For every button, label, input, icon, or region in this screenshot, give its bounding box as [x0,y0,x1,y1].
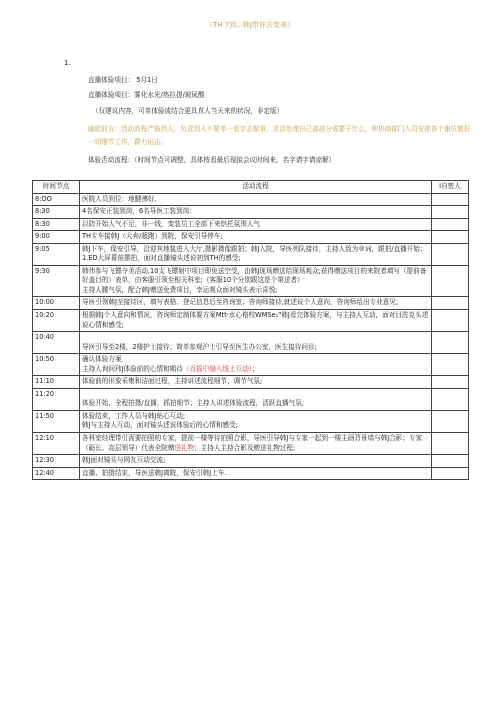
info-flow-title: 体验舌动流程：（时间节点可调整，具体按看最后现拟会议时间来，名字请字请谅解） [88,156,336,164]
flow-line: 韩J面对镜头与网友互动交流; [82,456,166,465]
row-time: 12:30 [33,455,80,468]
row-owner [432,388,469,410]
flow-line: 根据韩J个人意向和情况，咨询师定制体要方案Mtt·水心格校WMSe₁"韩J看完体验方案，与主持人互动，面对目洗克头述说心情和感受; [82,311,429,329]
table-row [33,455,469,468]
row-time: 10:00 [33,297,80,310]
row-time: 8:30 [33,206,80,219]
row-time: 9:05 [33,243,80,265]
row-flow [80,410,432,432]
row-owner [432,376,469,389]
flow-line: 体验前的形象采集和洁面过程，主持讲述流程细节，调节气氛; [82,377,263,386]
header-owner: I自密人 [432,181,469,194]
table-row [33,388,469,410]
row-owner [432,467,469,480]
table-body [33,193,469,480]
row-time: 11:10 [33,376,80,389]
flow-line: 韩J与主持人互动，面对镜头述说体验后的心情和感受; [82,421,238,430]
schedule-table-wrap [32,180,468,480]
row-owner [432,297,469,310]
flow-line: 直播、拍摄结束，导医送韩J离院，保安引韩J上车. [82,468,227,477]
row-flow [80,218,432,231]
table-row [33,332,469,354]
flow-line: 以防开始人气不足，非一线，变装员工全部下来烘托氛围人气 [82,219,261,228]
row-flow [80,376,432,389]
row-time: 10:20 [33,310,80,332]
info-date: 直播体验项目： 5月1日 [88,76,158,84]
flow-line: 4名保安正装到岗，6名导医工装到岗： [82,207,196,216]
info-block [88,76,471,170]
row-flow [80,354,432,376]
flow-line: 导医引领韩J至接待区，填写表格、登记信息后至咨询室；咨询师接待,就述说个人意向，咨询师给出专业意见; [82,298,399,307]
flow-line: 导医引导至2楼，2楼护士接待；简单参观沪士引导至医生办公室，医生接待问诊; [82,342,317,351]
flow-line: 体验开始，全程拍摄/直播，抓拍细节；主持人讲述体验流程，活跃直播气氛; [82,399,305,408]
flow-line: 韩伟参与飞镖夺美活动,10支飞镖射中项目即免送空受，由韩J现场赠送给现场观众;获得赠送项目的来院者填写（提前备好盖目的）表单，由客服引领至相关科室;（客服10个分别跟这是个第送者） [82,266,427,285]
row-time: 10:40 [33,332,80,354]
row-flow [80,231,432,244]
flow-line: 确认体验方案 [82,355,122,364]
row-owner [432,243,469,265]
table-row [33,231,469,244]
row-time: 8:OO [33,193,80,206]
header-time: 时间节点 [33,181,80,194]
section-number: 1. [64,59,71,67]
row-flow [80,467,432,480]
row-owner [432,218,469,231]
flow-line: 1.ED大屏幕前摆拍，面对直播镜头述说初到TH的感受; [82,254,241,263]
row-owner [432,410,469,432]
row-flow [80,433,432,455]
table-row [33,265,469,297]
table-row [33,310,469,332]
row-flow [80,193,432,206]
table-row [33,297,469,310]
row-flow [80,206,432,219]
flow-line: 体验结束，工作人员与韩J贴心互动; [82,411,186,420]
row-time: 10:50 [33,354,80,376]
row-owner [432,193,469,206]
flow-line [82,333,429,343]
table-row [33,433,469,455]
row-time: 9:00 [33,231,80,244]
row-owner [432,310,469,332]
info-preface: 幽欧前言：活动流程严格到人，负责到人不要单一看字去做事，灵活处理自己部部分需要干什么，和协商部门人员安排各个谢位做好一切细节工作，群力出击。 [88,125,471,146]
flow-line [82,390,429,400]
row-flow [80,265,432,297]
table-row [33,243,469,265]
flow-line: 主持人询问玮J体验前的心情和期待（百摇中融入线上互动）； [82,364,259,373]
header-flow: 活动流程 [80,181,432,194]
info-items: 直播体验项目：雾化水光/热拉提/玻尿酸 [88,91,205,99]
flow-line: 医院人员到位：地腱彿好. [82,194,157,203]
table-row [33,354,469,376]
row-owner [432,455,469,468]
row-time: 9:30 [33,265,80,297]
flow-line: 各科室经理带引需要拍照的专家，提前一楼等待拍照合影，导医引导韩J与专家一起到一楼主画背景墙与韩J合影；专家（砺长、高层领导）代表全院赠送礼物；主持人主持合影及赠送礼物过程; [82,434,423,452]
document-title: （TH 7到...韩J带你去变美》 [206,21,294,29]
row-flow [80,243,432,265]
table-row [33,467,469,480]
row-owner [432,354,469,376]
row-time: 12:10 [33,433,80,455]
table-row [33,206,469,219]
table-row [33,218,469,231]
row-time: 12:40 [33,467,80,480]
info-note: （仅建议内容，可单体验或结合更具真人当天来的状况，非定版） [92,107,284,115]
row-owner [432,206,469,219]
flow-line: 主持人腰气氛，配合韩J赠送免费项目，幸运观众面对镜头表示喜悦; [82,285,278,294]
row-flow [80,455,432,468]
row-time: 11:20 [33,388,80,410]
flow-line: 韩J下车，保安引导，沿迎宾地毯进入大厅,摄影摄像跟拍；韩J入院，导医列队接待，主持人致为®词，跟拍/直播开始； [82,244,427,253]
row-owner [432,231,469,244]
row-owner [432,433,469,455]
row-time: 11:50 [33,410,80,432]
row-flow [80,388,432,410]
flow-line: TH专车接韩J（大奔/超跑）到院，保安引导停车; [82,232,223,241]
table-row [33,376,469,389]
table-row [33,193,469,206]
table-row [33,410,469,432]
row-flow [80,310,432,332]
row-flow [80,297,432,310]
table-header-row [33,181,469,194]
row-owner [432,265,469,297]
schedule-table [32,180,469,480]
row-flow [80,332,432,354]
row-time: 8:30 [33,218,80,231]
row-owner [432,332,469,354]
